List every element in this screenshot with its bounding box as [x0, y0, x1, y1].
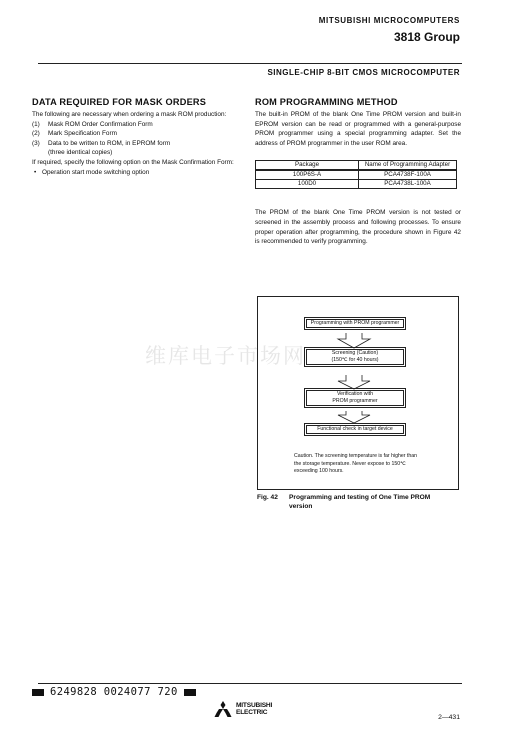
list-number: (2)	[32, 130, 40, 138]
table-header-adapter: Name of Programming Adapter	[359, 161, 457, 171]
flow-step-text: PROM programmer	[332, 398, 378, 404]
three-diamonds-icon	[214, 701, 232, 717]
table-cell: 100D0	[256, 180, 359, 189]
flow-step-screening	[306, 349, 404, 365]
flow-step-text: (150℃ for 40 hours)	[331, 357, 379, 363]
header-divider	[38, 63, 462, 64]
rom-programming-para2: The PROM of the blank One Time PROM version is not tested or screened in the assembly process and following processes. To ensure proper operation after programming, the procedure shown in Figure 42 is recommended to verify programming.	[255, 209, 461, 246]
list-item	[32, 139, 237, 149]
figure-caption-text: Programming and testing of One Time PROM	[289, 494, 431, 501]
table-header-row	[256, 161, 457, 171]
list-text: Mask ROM Order Confirmation Form	[48, 120, 153, 128]
watermark: 维库电子市场网	[145, 344, 306, 368]
mask-orders-section	[32, 96, 237, 177]
barcode-block-icon	[32, 689, 44, 696]
adapter-table	[255, 160, 457, 189]
figure-caption	[257, 493, 467, 511]
flow-step-verification	[306, 390, 404, 406]
figure-caption-text: version	[289, 503, 313, 510]
list-text: Mark Specification Form	[48, 130, 117, 138]
mask-orders-intro: The following are necessary when ordering a mask ROM production:	[32, 111, 227, 118]
header-group: 3818 Group	[393, 30, 460, 44]
table-row	[256, 180, 457, 189]
flowchart-figure	[257, 296, 459, 490]
logo-line: ELECTRIC	[236, 709, 268, 716]
list-number: (3)	[32, 139, 40, 147]
mask-orders-title: DATA REQUIRED FOR MASK ORDERS	[32, 97, 207, 107]
flow-step-text: Verification with	[336, 391, 374, 397]
header-subtitle: SINGLE-CHIP 8-BIT CMOS MICROCOMPUTER	[267, 68, 460, 77]
page-number: 2—431	[438, 714, 460, 721]
down-arrow-icon	[338, 333, 370, 348]
list-item	[32, 129, 237, 139]
list-number: (1)	[32, 120, 40, 128]
table-row	[256, 170, 457, 180]
table-header-package: Package	[256, 161, 359, 171]
table-cell: PCA4738F-100A	[359, 170, 457, 180]
list-text: Data to be written to ROM, in EPROM form	[48, 139, 171, 147]
figure-label: Fig. 42	[257, 494, 278, 501]
table-cell: 100P6S-A	[256, 170, 359, 180]
bullet-item	[32, 168, 237, 178]
down-arrow-icon	[338, 375, 370, 389]
option-note: If required, specify the following option on the Mask Confirmation Form:	[32, 158, 234, 166]
barcode-block-icon	[184, 689, 196, 696]
barcode-text: 6249828 0024077 720	[50, 686, 178, 698]
rom-programming-title: ROM PROGRAMMING METHOD	[255, 97, 398, 107]
logo-line: MITSUBISHI	[236, 702, 273, 709]
rom-programming-para1: The built-in PROM of the blank One Time PROM version and built-in EPROM version can be read or programmed with a general-purpose PROM programmer using a special programming adapter. Set the address of PROM programmer in the user ROM area.	[255, 111, 461, 147]
bullet-icon: •	[34, 168, 37, 176]
table-cell: PCA4738L-100A	[359, 180, 457, 189]
logo-text	[236, 702, 272, 716]
flow-step-functional-check: Functional check in target device	[306, 425, 404, 434]
header-company: MITSUBISHI MICROCOMPUTERS	[318, 16, 460, 25]
list-item-note: (three identical copies)	[48, 149, 113, 157]
caution-note: Caution. The screening temperature is far higher than the storage temperature. Never expose to 150℃ exceeding 100 hours.	[294, 453, 418, 474]
footer-divider	[38, 683, 462, 684]
bullet-text: Operation start mode switching option	[42, 168, 150, 176]
down-arrow-icon	[338, 411, 370, 423]
flow-step-text: Screening (Caution)	[331, 350, 379, 356]
rom-programming-section	[255, 96, 461, 247]
flow-step-programming: Programming with PROM programmer	[306, 319, 404, 328]
barcode	[32, 686, 202, 698]
list-item	[32, 120, 237, 130]
mitsubishi-logo	[214, 701, 272, 717]
